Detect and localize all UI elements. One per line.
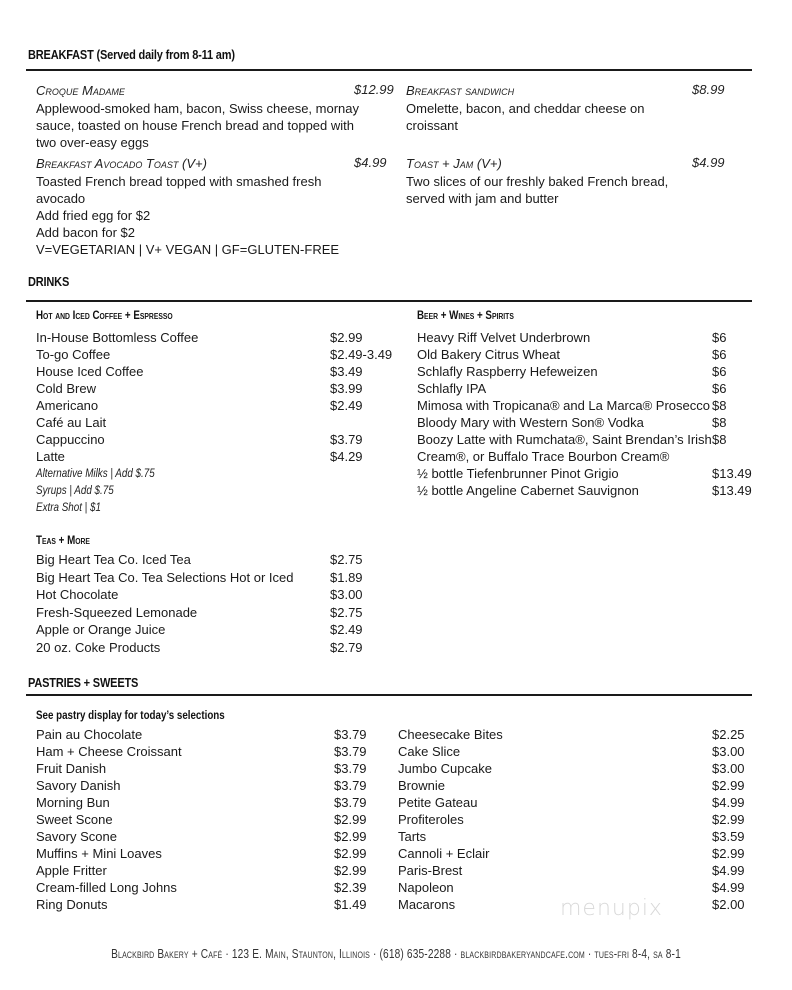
menu-row bbox=[36, 363, 143, 380]
item-name: Cream®, or Buffalo Trace Bourbon Cream® bbox=[417, 449, 670, 464]
item-price: $8.99 bbox=[692, 82, 725, 97]
menu-row bbox=[36, 794, 110, 811]
beer-subsection-title: Beer + Wines + Spirits bbox=[417, 310, 514, 322]
menu-row bbox=[417, 482, 639, 499]
item-price: $4.99 bbox=[354, 155, 387, 170]
menu-row bbox=[417, 431, 712, 448]
item-name: Croque Madame bbox=[36, 83, 125, 98]
menu-item-breakfast-sandwich bbox=[406, 82, 726, 134]
menu-row bbox=[36, 621, 165, 638]
menu-row bbox=[36, 604, 197, 621]
menu-row bbox=[36, 845, 162, 862]
menu-row bbox=[36, 414, 106, 431]
section-divider bbox=[26, 69, 752, 71]
item-price: $4.99 bbox=[712, 880, 745, 895]
item-price: $13.49 bbox=[712, 483, 752, 498]
item-name: Paris-Brest bbox=[398, 863, 463, 878]
menu-item-avocado-toast bbox=[36, 155, 388, 258]
pastries-subtitle: See pastry display for today’s selections bbox=[36, 710, 225, 722]
item-price: $13.49 bbox=[712, 466, 752, 481]
item-name: To-go Coffee bbox=[36, 347, 111, 362]
item-price: $4.99 bbox=[712, 863, 745, 878]
item-price: $6 bbox=[712, 381, 727, 396]
item-name: Café au Lait bbox=[36, 415, 107, 430]
coffee-addon-note: Alternative Milks | Add $.75 bbox=[36, 466, 155, 480]
menu-row bbox=[36, 569, 294, 586]
footer-contact-info: Blackbird Bakery + Café · 123 E. Main, Staunton, Illinois · (618) 635-2288 · blackbirdbakeryandcafe.com · tues-fri 8-4, sa 8-1 bbox=[111, 946, 681, 961]
item-price: $2.75 bbox=[330, 552, 363, 567]
breakfast-section-title: BREAKFAST (Served daily from 8-11 am) bbox=[28, 48, 235, 62]
menu-row bbox=[417, 397, 710, 414]
item-name: Bloody Mary with Western Son® Vodka bbox=[417, 415, 644, 430]
menu-row bbox=[36, 586, 118, 603]
item-name: Old Bakery Citrus Wheat bbox=[417, 347, 561, 362]
menu-row bbox=[36, 639, 160, 656]
item-description: Omelette, bacon, and cheddar cheese on croissant bbox=[406, 101, 645, 133]
item-name: Savory Scone bbox=[36, 829, 117, 844]
item-name: Cake Slice bbox=[398, 744, 461, 759]
item-price: $4.29 bbox=[330, 449, 363, 464]
dietary-legend: V=VEGETARIAN | V+ VEGAN | GF=GLUTEN-FREE bbox=[36, 242, 340, 257]
menu-row bbox=[36, 397, 98, 414]
menu-row bbox=[36, 743, 182, 760]
menu-row bbox=[417, 346, 560, 363]
menu-row bbox=[398, 794, 478, 811]
item-price: $2.99 bbox=[330, 330, 363, 345]
menu-row bbox=[417, 465, 619, 482]
menu-row bbox=[398, 879, 454, 896]
menu-row bbox=[36, 726, 142, 743]
item-name: ½ bottle Angeline Cabernet Sauvignon bbox=[417, 483, 639, 498]
item-description: Two slices of our freshly baked French bread, served with jam and butter bbox=[406, 174, 669, 206]
item-name: Big Heart Tea Co. Iced Tea bbox=[36, 552, 191, 567]
menu-row bbox=[417, 448, 669, 465]
item-name: Morning Bun bbox=[36, 795, 110, 810]
menu-row bbox=[398, 896, 455, 913]
item-price: $6 bbox=[712, 364, 727, 379]
menu-row bbox=[36, 760, 106, 777]
item-price: $2.99 bbox=[334, 863, 367, 878]
item-price: $4.99 bbox=[692, 155, 725, 170]
item-name: Ham + Cheese Croissant bbox=[36, 744, 182, 759]
menu-row bbox=[36, 777, 121, 794]
pastries-section-title: PASTRIES + SWEETS bbox=[28, 676, 139, 690]
item-price: $3.00 bbox=[330, 587, 363, 602]
menu-row bbox=[36, 862, 107, 879]
item-price: $2.79 bbox=[330, 639, 363, 655]
menu-row bbox=[398, 777, 445, 794]
item-name: Petite Gateau bbox=[398, 795, 478, 810]
item-name: Cold Brew bbox=[36, 381, 96, 396]
item-name: Fresh-Squeezed Lemonade bbox=[36, 604, 198, 620]
item-price: $2.49-3.49 bbox=[330, 347, 393, 362]
item-price: $4.99 bbox=[712, 795, 745, 810]
menu-row bbox=[398, 760, 492, 777]
item-price: $3.79 bbox=[334, 795, 367, 810]
menu-row bbox=[36, 551, 191, 568]
menu-row bbox=[36, 448, 65, 465]
item-price: $2.99 bbox=[712, 778, 745, 793]
menu-row bbox=[398, 862, 462, 879]
item-name: Breakfast Avocado Toast (V+) bbox=[36, 156, 207, 171]
item-price: $3.99 bbox=[330, 381, 363, 396]
item-name: Macarons bbox=[398, 897, 456, 912]
item-price: $3.79 bbox=[334, 761, 367, 776]
menu-row bbox=[417, 380, 486, 397]
item-price: $8 bbox=[712, 415, 727, 430]
menu-row bbox=[36, 879, 177, 896]
item-name: 20 oz. Coke Products bbox=[36, 639, 161, 655]
coffee-addon-note: Syrups | Add $.75 bbox=[36, 483, 114, 497]
item-name: Mimosa with Tropicana® and La Marca® Prosecco bbox=[417, 398, 711, 413]
item-price: $6 bbox=[712, 330, 727, 345]
item-name: Brownie bbox=[398, 778, 445, 793]
item-name: Boozy Latte with Rumchata®, Saint Brendan’s Irish bbox=[417, 432, 712, 447]
item-name: Breakfast sandwich bbox=[406, 83, 515, 98]
item-name: Pain au Chocolate bbox=[36, 727, 143, 742]
item-price: $2.25 bbox=[712, 727, 745, 742]
item-price: $2.49 bbox=[330, 622, 363, 637]
item-name: Apple Fritter bbox=[36, 863, 107, 878]
item-price: $2.75 bbox=[330, 604, 363, 620]
menu-row bbox=[36, 346, 110, 363]
item-price: $3.49 bbox=[330, 364, 363, 379]
item-name: Cannoli + Eclair bbox=[398, 846, 490, 861]
item-name: Sweet Scone bbox=[36, 812, 113, 827]
menu-row bbox=[36, 828, 117, 845]
item-price: $2.99 bbox=[334, 812, 367, 827]
menu-row bbox=[36, 329, 198, 346]
item-name: Heavy Riff Velvet Underbrown bbox=[417, 330, 591, 345]
item-price: $2.99 bbox=[334, 829, 367, 844]
section-divider bbox=[26, 694, 752, 696]
item-name: Tarts bbox=[398, 829, 427, 844]
menu-row bbox=[36, 431, 105, 448]
menu-row bbox=[417, 363, 598, 380]
item-price: $2.99 bbox=[334, 846, 367, 861]
item-price: $12.99 bbox=[354, 82, 394, 97]
item-description: Toasted French bread topped with smashed fresh avocado Add fried egg for $2 Add bacon for $2 V=VEGETARIAN | V+ VEGAN | GF=GLUTEN-FREE bbox=[36, 173, 388, 258]
item-name: Fruit Danish bbox=[36, 761, 107, 776]
item-name: In-House Bottomless Coffee bbox=[36, 330, 199, 345]
item-price: $3.79 bbox=[334, 744, 367, 759]
item-price: $8 bbox=[712, 432, 727, 447]
item-name: Cream-filled Long Johns bbox=[36, 880, 177, 895]
item-price: $2.49 bbox=[330, 398, 363, 413]
section-divider bbox=[26, 300, 752, 302]
item-price: $1.89 bbox=[330, 569, 363, 585]
menu-row bbox=[36, 811, 113, 828]
menu-row bbox=[398, 828, 426, 845]
menu-item-croque-madame bbox=[36, 82, 394, 151]
item-price: $2.99 bbox=[712, 846, 745, 861]
item-price: $1.49 bbox=[334, 897, 367, 912]
item-name: Cheesecake Bites bbox=[398, 727, 503, 742]
item-description: Applewood-smoked ham, bacon, Swiss cheese, mornay sauce, toasted on house French bread and topped with two over-easy eggs bbox=[36, 101, 359, 150]
item-name: Napoleon bbox=[398, 880, 454, 895]
menu-row bbox=[398, 845, 489, 862]
item-name: ½ bottle Tiefenbrunner Pinot Grigio bbox=[417, 466, 619, 481]
item-name: Toast + Jam (V+) bbox=[406, 156, 502, 171]
drinks-section-title: DRINKS bbox=[28, 275, 70, 289]
item-price: $3.59 bbox=[712, 829, 745, 844]
item-price: $2.39 bbox=[334, 880, 367, 895]
item-price: $8 bbox=[712, 398, 727, 413]
item-price: $3.79 bbox=[330, 432, 363, 447]
item-price: $3.79 bbox=[334, 727, 367, 742]
item-price: $6 bbox=[712, 347, 727, 362]
item-price: $3.00 bbox=[712, 744, 745, 759]
item-price: $2.99 bbox=[712, 812, 745, 827]
menu-row bbox=[36, 380, 96, 397]
item-name: Apple or Orange Juice bbox=[36, 622, 166, 637]
watermark: menupix bbox=[560, 896, 663, 921]
item-name: Schlafly Raspberry Hefeweizen bbox=[417, 364, 598, 379]
menu-row bbox=[417, 329, 590, 346]
menu-item-toast-jam bbox=[406, 155, 726, 207]
menu-row bbox=[398, 811, 464, 828]
menu-row bbox=[36, 896, 108, 913]
item-name: Savory Danish bbox=[36, 778, 121, 793]
item-name: Muffins + Mini Loaves bbox=[36, 846, 162, 861]
item-price: $3.00 bbox=[712, 761, 745, 776]
item-name: Profiteroles bbox=[398, 812, 464, 827]
coffee-subsection-title: Hot and Iced Coffee + Espresso bbox=[36, 310, 173, 322]
item-name: Big Heart Tea Co. Tea Selections Hot or Iced bbox=[36, 569, 294, 585]
item-name: Latte bbox=[36, 449, 65, 464]
item-price: $2.00 bbox=[712, 897, 745, 912]
item-name: Hot Chocolate bbox=[36, 587, 119, 602]
item-name: Schlafly IPA bbox=[417, 381, 487, 396]
menu-row bbox=[417, 414, 644, 431]
item-name: House Iced Coffee bbox=[36, 364, 144, 379]
teas-subsection-title: Teas + More bbox=[36, 535, 90, 547]
item-price: $3.79 bbox=[334, 778, 367, 793]
coffee-addon-note: Extra Shot | $1 bbox=[36, 500, 101, 514]
item-name: Jumbo Cupcake bbox=[398, 761, 492, 776]
item-name: Cappuccino bbox=[36, 432, 105, 447]
menu-row bbox=[398, 743, 460, 760]
item-name: Ring Donuts bbox=[36, 897, 108, 912]
item-name: Americano bbox=[36, 398, 99, 413]
menu-row bbox=[398, 726, 503, 743]
